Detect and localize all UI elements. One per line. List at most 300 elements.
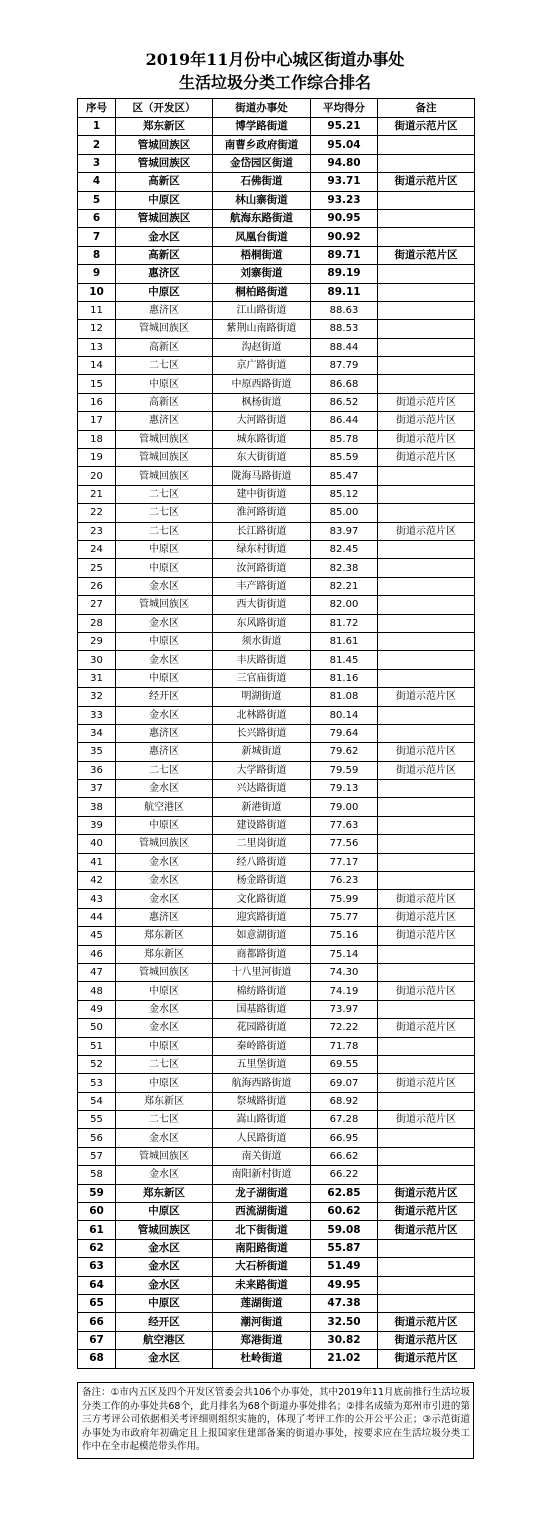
note-cell: [378, 1092, 475, 1110]
street-cell: 十八里河街道: [213, 963, 311, 981]
district-cell: 金水区: [116, 1276, 213, 1294]
table-row: [78, 1000, 475, 1018]
street-cell: 花园路街道: [213, 1019, 311, 1037]
note-cell: 街道示范片区: [378, 1350, 475, 1368]
district-cell: 管城回族区: [116, 209, 213, 227]
district-cell: 高新区: [116, 173, 213, 191]
table-row: [78, 706, 475, 724]
note-cell: 街道示范片区: [378, 430, 475, 448]
district-cell: 惠济区: [116, 908, 213, 926]
score-cell: 82.38: [311, 559, 378, 577]
score-cell: 30.82: [311, 1331, 378, 1349]
score-cell: 86.52: [311, 393, 378, 411]
rank-cell: 30: [78, 651, 116, 669]
street-cell: 刘寨街道: [213, 265, 311, 283]
note-cell: [378, 209, 475, 227]
rank-cell: 19: [78, 449, 116, 467]
street-cell: 汝河路街道: [213, 559, 311, 577]
note-cell: [378, 375, 475, 393]
rank-cell: 14: [78, 357, 116, 375]
rank-cell: 61: [78, 1221, 116, 1239]
rank-cell: 34: [78, 724, 116, 742]
table-row: [78, 596, 475, 614]
table-row: [78, 761, 475, 779]
district-cell: 二七区: [116, 1111, 213, 1129]
street-cell: 兴达路街道: [213, 780, 311, 798]
rank-cell: 52: [78, 1055, 116, 1073]
note-cell: 街道示范片区: [378, 1111, 475, 1129]
rank-cell: 4: [78, 173, 116, 191]
rank-cell: 18: [78, 430, 116, 448]
score-cell: 75.14: [311, 945, 378, 963]
note-cell: [378, 1295, 475, 1313]
note-cell: 街道示范片区: [378, 118, 475, 136]
rank-cell: 44: [78, 908, 116, 926]
rank-cell: 32: [78, 688, 116, 706]
street-cell: 人民路街道: [213, 1129, 311, 1147]
note-cell: [378, 798, 475, 816]
street-cell: 航海西路街道: [213, 1074, 311, 1092]
score-cell: 32.50: [311, 1313, 378, 1331]
district-cell: 管城回族区: [116, 154, 213, 172]
footnote: 备注：①市内五区及四个开发区管委会共106个办事处，其中2019年11月底前推行生活垃圾分类工作的办事处共68个，此月排名为68个街道办事处排名；②排名成绩为郑州市引进的第三方考评公司依据相关考评细则组织实施的，体现了考评工作的公开公平公正；③示范街道办事处为市政府年初确定且上报国家住建部备案的街道办事处，按要求应在生活垃圾分类工作中在全市起模范带头作用。: [77, 1382, 474, 1459]
district-cell: 金水区: [116, 614, 213, 632]
score-cell: 59.08: [311, 1221, 378, 1239]
rank-cell: 38: [78, 798, 116, 816]
note-cell: 街道示范片区: [378, 173, 475, 191]
street-cell: 城东路街道: [213, 430, 311, 448]
street-cell: 莲湖街道: [213, 1295, 311, 1313]
district-cell: 管城回族区: [116, 963, 213, 981]
score-cell: 86.44: [311, 412, 378, 430]
district-cell: 中原区: [116, 1203, 213, 1221]
district-cell: 惠济区: [116, 412, 213, 430]
district-cell: 郑东新区: [116, 1092, 213, 1110]
score-cell: 74.30: [311, 963, 378, 981]
note-cell: 街道示范片区: [378, 1221, 475, 1239]
note-cell: [378, 1276, 475, 1294]
street-cell: 五里堡街道: [213, 1055, 311, 1073]
table-row: [78, 1331, 475, 1349]
score-cell: 76.23: [311, 872, 378, 890]
district-cell: 二七区: [116, 504, 213, 522]
page-title-line2: 生活垃圾分类工作综合排名: [178, 73, 371, 92]
score-cell: 72.22: [311, 1019, 378, 1037]
street-cell: 大石桥街道: [213, 1258, 311, 1276]
note-cell: [378, 338, 475, 356]
street-cell: 三官庙街道: [213, 669, 311, 687]
district-cell: 高新区: [116, 393, 213, 411]
rank-cell: 42: [78, 872, 116, 890]
rank-cell: 48: [78, 982, 116, 1000]
col-header-no: 序号: [78, 99, 116, 118]
table-row: [78, 1276, 475, 1294]
table-row: [78, 688, 475, 706]
table-row: [78, 780, 475, 798]
note-cell: [378, 1239, 475, 1257]
rank-cell: 13: [78, 338, 116, 356]
street-cell: 龙子湖街道: [213, 1184, 311, 1202]
street-cell: 未来路街道: [213, 1276, 311, 1294]
note-cell: [378, 154, 475, 172]
table-row: [78, 430, 475, 448]
score-cell: 68.92: [311, 1092, 378, 1110]
district-cell: 航空港区: [116, 798, 213, 816]
rank-cell: 56: [78, 1129, 116, 1147]
note-cell: [378, 614, 475, 632]
district-cell: 金水区: [116, 228, 213, 246]
table-row: [78, 908, 475, 926]
street-cell: 桐柏路街道: [213, 283, 311, 301]
street-cell: 枫杨街道: [213, 393, 311, 411]
note-cell: [378, 872, 475, 890]
street-cell: 北下街街道: [213, 1221, 311, 1239]
district-cell: 金水区: [116, 872, 213, 890]
note-cell: [378, 320, 475, 338]
score-cell: 66.95: [311, 1129, 378, 1147]
street-cell: 淮河路街道: [213, 504, 311, 522]
table-row: [78, 798, 475, 816]
table-row: [78, 853, 475, 871]
table-row: [78, 467, 475, 485]
street-cell: 博学路街道: [213, 118, 311, 136]
score-cell: 81.16: [311, 669, 378, 687]
note-cell: [378, 136, 475, 154]
score-cell: 88.53: [311, 320, 378, 338]
score-cell: 93.23: [311, 191, 378, 209]
district-cell: 惠济区: [116, 265, 213, 283]
note-cell: [378, 1147, 475, 1165]
score-cell: 87.79: [311, 357, 378, 375]
district-cell: 经开区: [116, 688, 213, 706]
table-row: [78, 118, 475, 136]
district-cell: 郑东新区: [116, 118, 213, 136]
street-cell: 如意湖街道: [213, 927, 311, 945]
score-cell: 85.78: [311, 430, 378, 448]
district-cell: 经开区: [116, 1313, 213, 1331]
district-cell: 高新区: [116, 246, 213, 264]
district-cell: 管城回族区: [116, 596, 213, 614]
district-cell: 金水区: [116, 706, 213, 724]
note-cell: 街道示范片区: [378, 743, 475, 761]
table-row: [78, 1111, 475, 1129]
street-cell: 紫荆山南路街道: [213, 320, 311, 338]
street-cell: 沟赵街道: [213, 338, 311, 356]
district-cell: 中原区: [116, 1037, 213, 1055]
district-cell: 惠济区: [116, 724, 213, 742]
street-cell: 京广路街道: [213, 357, 311, 375]
score-cell: 80.14: [311, 706, 378, 724]
rank-cell: 28: [78, 614, 116, 632]
note-cell: 街道示范片区: [378, 1313, 475, 1331]
rank-cell: 49: [78, 1000, 116, 1018]
note-cell: 街道示范片区: [378, 927, 475, 945]
note-cell: [378, 945, 475, 963]
district-cell: 郑东新区: [116, 1184, 213, 1202]
rank-cell: 67: [78, 1331, 116, 1349]
rank-cell: 64: [78, 1276, 116, 1294]
score-cell: 93.71: [311, 173, 378, 191]
note-cell: [378, 1000, 475, 1018]
table-row: [78, 963, 475, 981]
note-cell: 街道示范片区: [378, 688, 475, 706]
score-cell: 89.11: [311, 283, 378, 301]
note-cell: 街道示范片区: [378, 1184, 475, 1202]
district-cell: 金水区: [116, 1350, 213, 1368]
score-cell: 21.02: [311, 1350, 378, 1368]
district-cell: 中原区: [116, 816, 213, 834]
rank-cell: 8: [78, 246, 116, 264]
note-cell: 街道示范片区: [378, 412, 475, 430]
rank-cell: 59: [78, 1184, 116, 1202]
street-cell: 明湖街道: [213, 688, 311, 706]
note-cell: [378, 853, 475, 871]
district-cell: 金水区: [116, 890, 213, 908]
street-cell: 迎宾路街道: [213, 908, 311, 926]
note-cell: 街道示范片区: [378, 1074, 475, 1092]
district-cell: 中原区: [116, 283, 213, 301]
note-cell: 街道示范片区: [378, 393, 475, 411]
score-cell: 90.92: [311, 228, 378, 246]
rank-cell: 5: [78, 191, 116, 209]
street-cell: 西流湖街道: [213, 1203, 311, 1221]
rank-cell: 40: [78, 835, 116, 853]
rank-cell: 65: [78, 1295, 116, 1313]
score-cell: 89.19: [311, 265, 378, 283]
note-cell: 街道示范片区: [378, 761, 475, 779]
street-cell: 南阳新村街道: [213, 1166, 311, 1184]
district-cell: 中原区: [116, 1074, 213, 1092]
table-row: [78, 669, 475, 687]
note-cell: [378, 1129, 475, 1147]
table-row: [78, 154, 475, 172]
note-cell: 街道示范片区: [378, 1331, 475, 1349]
header-row: [78, 99, 475, 118]
district-cell: 二七区: [116, 522, 213, 540]
table-row: [78, 412, 475, 430]
district-cell: 惠济区: [116, 743, 213, 761]
street-cell: 南曹乡政府街道: [213, 136, 311, 154]
street-cell: 潮河街道: [213, 1313, 311, 1331]
table-row: [78, 1147, 475, 1165]
district-cell: 管城回族区: [116, 1147, 213, 1165]
rank-cell: 23: [78, 522, 116, 540]
street-cell: 杜岭街道: [213, 1350, 311, 1368]
score-cell: 94.80: [311, 154, 378, 172]
note-cell: [378, 632, 475, 650]
table-row: [78, 209, 475, 227]
district-cell: 中原区: [116, 540, 213, 558]
rank-cell: 50: [78, 1019, 116, 1037]
score-cell: 66.22: [311, 1166, 378, 1184]
rank-cell: 66: [78, 1313, 116, 1331]
rank-cell: 1: [78, 118, 116, 136]
note-cell: [378, 1258, 475, 1276]
street-cell: 北林路街道: [213, 706, 311, 724]
rank-cell: 63: [78, 1258, 116, 1276]
rank-cell: 43: [78, 890, 116, 908]
rank-cell: 22: [78, 504, 116, 522]
note-cell: [378, 1055, 475, 1073]
score-cell: 73.97: [311, 1000, 378, 1018]
score-cell: 81.61: [311, 632, 378, 650]
rank-cell: 15: [78, 375, 116, 393]
district-cell: 金水区: [116, 1000, 213, 1018]
table-row: [78, 1295, 475, 1313]
street-cell: 西大街街道: [213, 596, 311, 614]
district-cell: 高新区: [116, 338, 213, 356]
rank-cell: 9: [78, 265, 116, 283]
score-cell: 79.00: [311, 798, 378, 816]
table-row: [78, 1092, 475, 1110]
rank-cell: 29: [78, 632, 116, 650]
note-cell: [378, 669, 475, 687]
note-cell: 街道示范片区: [378, 246, 475, 264]
score-cell: 55.87: [311, 1239, 378, 1257]
table-row: [78, 651, 475, 669]
street-cell: 东大街街道: [213, 449, 311, 467]
score-cell: 69.07: [311, 1074, 378, 1092]
street-cell: 棉纺路街道: [213, 982, 311, 1000]
street-cell: 长江路街道: [213, 522, 311, 540]
district-cell: 金水区: [116, 853, 213, 871]
street-cell: 须水街道: [213, 632, 311, 650]
score-cell: 88.44: [311, 338, 378, 356]
rank-cell: 26: [78, 577, 116, 595]
table-row: [78, 265, 475, 283]
table-row: [78, 1166, 475, 1184]
street-cell: 文化路街道: [213, 890, 311, 908]
table-row: [78, 485, 475, 503]
note-cell: 街道示范片区: [378, 449, 475, 467]
rank-cell: 7: [78, 228, 116, 246]
note-cell: [378, 467, 475, 485]
rank-cell: 11: [78, 301, 116, 319]
rank-cell: 58: [78, 1166, 116, 1184]
table-row: [78, 577, 475, 595]
table-row: [78, 1203, 475, 1221]
district-cell: 郑东新区: [116, 927, 213, 945]
street-cell: 大河路街道: [213, 412, 311, 430]
score-cell: 88.63: [311, 301, 378, 319]
score-cell: 83.97: [311, 522, 378, 540]
district-cell: 中原区: [116, 669, 213, 687]
street-cell: 长兴路街道: [213, 724, 311, 742]
note-cell: [378, 1037, 475, 1055]
district-cell: 金水区: [116, 1129, 213, 1147]
street-cell: 经八路街道: [213, 853, 311, 871]
rank-cell: 10: [78, 283, 116, 301]
rank-cell: 46: [78, 945, 116, 963]
district-cell: 二七区: [116, 357, 213, 375]
street-cell: 林山寨街道: [213, 191, 311, 209]
score-cell: 77.63: [311, 816, 378, 834]
rank-cell: 57: [78, 1147, 116, 1165]
district-cell: 管城回族区: [116, 430, 213, 448]
note-cell: [378, 228, 475, 246]
score-cell: 79.13: [311, 780, 378, 798]
score-cell: 82.21: [311, 577, 378, 595]
district-cell: 管城回族区: [116, 449, 213, 467]
district-cell: 中原区: [116, 982, 213, 1000]
score-cell: 86.68: [311, 375, 378, 393]
score-cell: 77.56: [311, 835, 378, 853]
table-row: [78, 357, 475, 375]
score-cell: 69.55: [311, 1055, 378, 1073]
note-cell: [378, 504, 475, 522]
table-row: [78, 1055, 475, 1073]
score-cell: 75.77: [311, 908, 378, 926]
district-cell: 管城回族区: [116, 835, 213, 853]
table-row: [78, 1258, 475, 1276]
note-cell: 街道示范片区: [378, 1203, 475, 1221]
table-row: [78, 522, 475, 540]
score-cell: 60.62: [311, 1203, 378, 1221]
note-cell: [378, 301, 475, 319]
district-cell: 中原区: [116, 632, 213, 650]
table-row: [78, 338, 475, 356]
street-cell: 二里岗街道: [213, 835, 311, 853]
score-cell: 81.08: [311, 688, 378, 706]
district-cell: 管城回族区: [116, 136, 213, 154]
district-cell: 中原区: [116, 375, 213, 393]
rank-cell: 20: [78, 467, 116, 485]
rank-cell: 6: [78, 209, 116, 227]
note-cell: 街道示范片区: [378, 908, 475, 926]
street-cell: 新港街道: [213, 798, 311, 816]
district-cell: 管城回族区: [116, 467, 213, 485]
note-cell: [378, 724, 475, 742]
table-row: [78, 1037, 475, 1055]
table-row: [78, 982, 475, 1000]
score-cell: 85.00: [311, 504, 378, 522]
rank-cell: 62: [78, 1239, 116, 1257]
score-cell: 79.59: [311, 761, 378, 779]
table-row: [78, 504, 475, 522]
table-row: [78, 872, 475, 890]
table-row: [78, 540, 475, 558]
rank-cell: 33: [78, 706, 116, 724]
note-cell: [378, 1166, 475, 1184]
table-row: [78, 835, 475, 853]
note-cell: [378, 559, 475, 577]
table-row: [78, 283, 475, 301]
district-cell: 金水区: [116, 1258, 213, 1276]
score-cell: 51.49: [311, 1258, 378, 1276]
district-cell: 郑东新区: [116, 945, 213, 963]
note-cell: [378, 596, 475, 614]
table-row: [78, 632, 475, 650]
rank-cell: 24: [78, 540, 116, 558]
score-cell: 74.19: [311, 982, 378, 1000]
street-cell: 郑港街道: [213, 1331, 311, 1349]
district-cell: 惠济区: [116, 301, 213, 319]
note-cell: [378, 357, 475, 375]
note-cell: [378, 283, 475, 301]
score-cell: 62.85: [311, 1184, 378, 1202]
note-cell: [378, 485, 475, 503]
street-cell: 南阳路街道: [213, 1239, 311, 1257]
score-cell: 66.62: [311, 1147, 378, 1165]
table-row: [78, 1184, 475, 1202]
score-cell: 95.04: [311, 136, 378, 154]
street-cell: 祭城路街道: [213, 1092, 311, 1110]
table-row: [78, 890, 475, 908]
rank-cell: 41: [78, 853, 116, 871]
street-cell: 石佛街道: [213, 173, 311, 191]
district-cell: 金水区: [116, 1019, 213, 1037]
district-cell: 金水区: [116, 1239, 213, 1257]
